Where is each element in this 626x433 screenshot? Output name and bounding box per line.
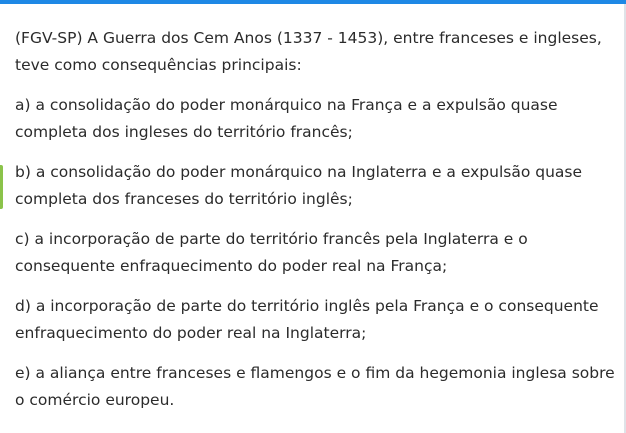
top-accent-bar <box>0 0 626 4</box>
option-a[interactable] <box>15 92 615 146</box>
option-line: c) a incorporação de parte do território francês pela Inglaterra e o <box>15 230 528 248</box>
question-line: (FGV-SP) A Guerra dos Cem Anos (1337 - 1453), entre franceses e ingleses, <box>15 29 602 47</box>
option-line: completa dos franceses do território inglês; <box>15 190 353 208</box>
option-line: b) a consolidação do poder monárquico na Inglaterra e a expulsão quase <box>15 163 583 181</box>
question-line: teve como consequências principais: <box>15 56 302 74</box>
question-card <box>15 25 615 427</box>
option-b[interactable] <box>15 159 615 213</box>
option-line: e) a aliança entre franceses e flamengos e o fim da hegemonia inglesa sobre <box>15 364 615 382</box>
option-d[interactable] <box>15 293 615 347</box>
option-c[interactable] <box>15 226 615 280</box>
option-line: o comércio europeu. <box>15 391 175 409</box>
option-e[interactable] <box>15 360 615 414</box>
option-line: a) a consolidação do poder monárquico na França e a expulsão quase <box>15 96 558 114</box>
option-line: d) a incorporação de parte do território inglês pela França e o consequente <box>15 297 599 315</box>
option-line: completa dos ingleses do território francês; <box>15 123 353 141</box>
option-line: enfraquecimento do poder real na Inglaterra; <box>15 324 367 342</box>
question-text <box>15 25 615 79</box>
left-accent-marker <box>0 165 3 209</box>
option-line: consequente enfraquecimento do poder real na França; <box>15 257 448 275</box>
